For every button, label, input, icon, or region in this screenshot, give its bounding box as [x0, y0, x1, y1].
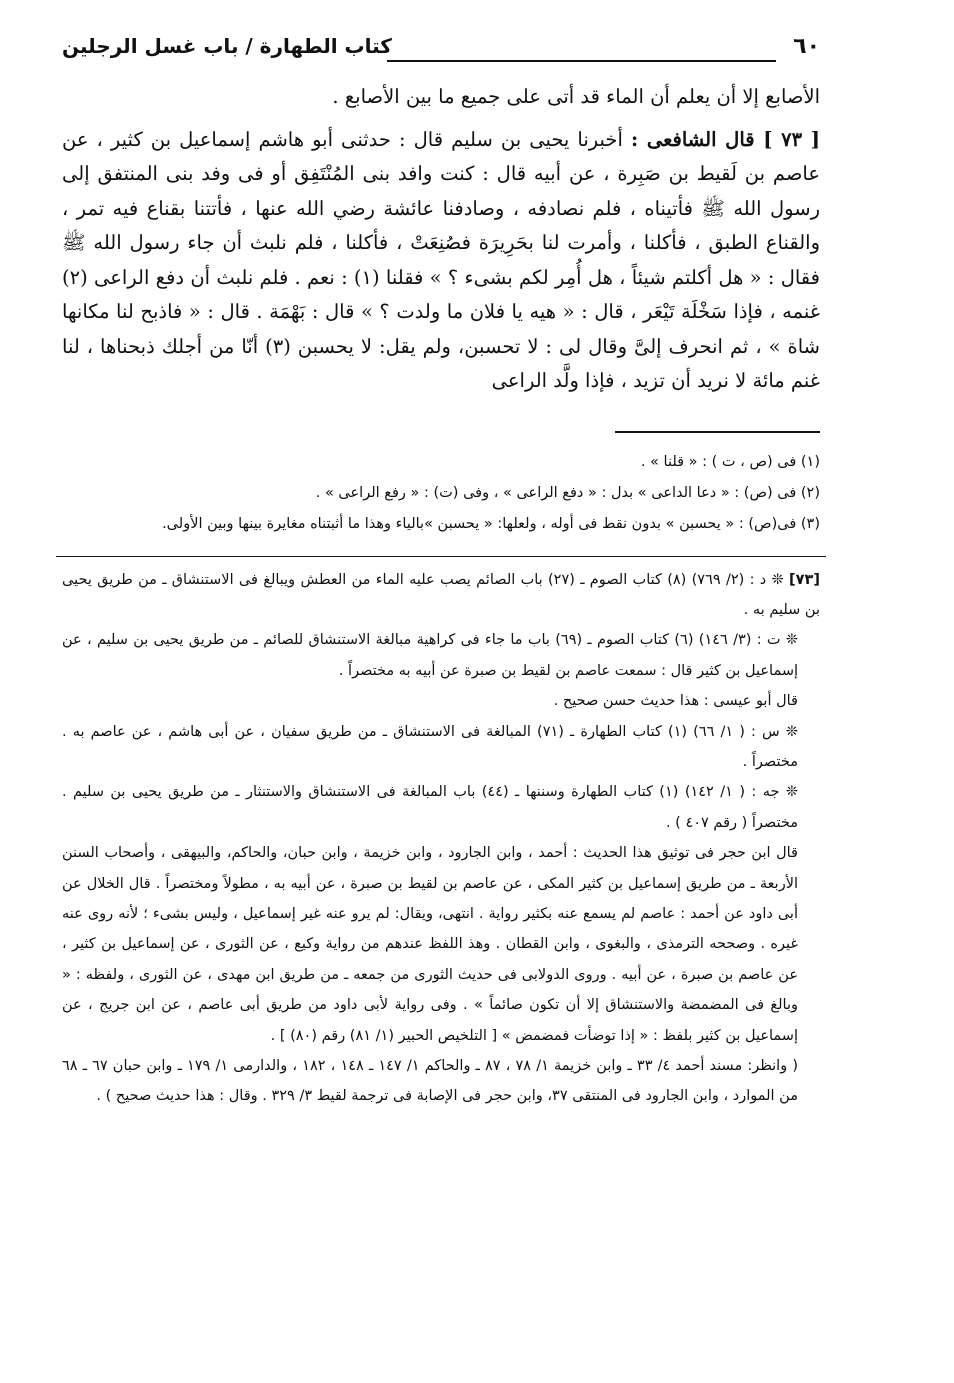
takhrij-section: [62, 565, 820, 1112]
hadith-text: أخبرنا يحيى بن سليم قال : حدثنى أبو هاشم إسماعيل بن كثير ، عن عاصم بن لَقيط بن صَبِرة ، عن أبيه قال : كنت وافد بنى المُنْتَفِق أو فى وفد بنى المنتفق إلى رسول الله ﷺ فأتيناه ، فلم نصادفه ، وصادفنا عائشة رضي الله عنها ، فأتتنا بقناع فيه تمر ، والقناع الطبق ، فأكلنا ، وأمرت لنا بحَرِيرَة فصُنِعَتْ ، فأكلنا ، فلم نلبث أن جاء رسول الله ﷺ فقال : « هل أكلتم شيئاً ، هل أُمِر لكم بشىء ؟ » فقلنا (١) : نعم . فلم نلبث أن دفع الراعى (٢) غنمه ، فإذا سَخْلَة تَيْعَر ، قال : « هيه يا فلان ما ولدت ؟ » قال : بَهْمَة . قال : « فاذبح لنا مكانها شاة » ، ثم انحرف إلىَّ وقال لى : لا تحسبن، ولم يقل: لا يحسبن (٣) أنّا من أجلك ذبحناها ، لنا غنم مائة لا نريد أن تزيد ، فإذا ولَّد الراعى: [62, 127, 820, 392]
takhrij-ref: [٧٣]: [789, 571, 821, 588]
takhrij-item: [٧٣] ❊ د : (٢/ ٧٦٩) (٨) كتاب الصوم ـ (٢٧) باب الصائم يصب عليه الماء من العطش ويبالغ فى الاستنشاق ـ من طريق يحيى بن سليم به .: [62, 571, 821, 618]
main-text: [62, 80, 820, 399]
takhrij-divider: [56, 556, 826, 557]
footnote-1: (١) فى (ص ، ت ) : « قلنا » .: [640, 453, 820, 470]
footnotes: [62, 447, 820, 540]
running-title: كتاب الطهارة / باب غسل الرجلين: [62, 34, 392, 58]
page-number: ٦٠: [793, 34, 820, 59]
continuation-paragraph: الأصابع إلا أن يعلم أن الماء قد أتى على جميع ما بين الأصابع .: [332, 85, 820, 108]
takhrij-item: ❊ س : ( ١/ ٦٦) (١) كتاب الطهارة ـ (٧١) المبالغة فى الاستنشاق ـ من طريق سفيان ، عن أبى هاشم ، عن عاصم به . مختصراً .: [62, 723, 798, 770]
page-header: [62, 30, 820, 74]
book-page: [62, 30, 820, 1112]
takhrij-item: ❊ ت : (٣/ ١٤٦) (٦) كتاب الصوم ـ (٦٩) باب ما جاء فى كراهية مبالغة الاستنشاق للصائم ـ من طريق يحيى بن سليم ، عن إسماعيل بن كثير قال : سمعت عاصم بن لقيط بن صبرة عن أبيه به مختصراً .: [62, 632, 798, 679]
header-rule: [387, 60, 776, 62]
footnote-2: (٢) فى (ص) : « دعا الداعى » بدل : « دفع الراعى » ، وفى (ت) : « رفع الراعى » .: [315, 484, 820, 501]
footnote-3: (٣) فى(ص) : « يحسبن » بدون نقط فى أوله ، ولعلها: « يحسبن »بالياء وهذا ما أثبتناه مغايرة بينها وبين الأولى.: [162, 515, 820, 532]
takhrij-item: ( وانظر: مسند أحمد ٤/ ٣٣ ـ وابن خزيمة ١/ ٧٨ ، ٨٧ ـ والحاكم ١/ ١٤٧ ـ ١٤٨ ، ١٨٢ ، والدارمى ١/ ١٧٩ ـ وابن حبان ٦٧ ـ ٦٨ من الموارد ، وابن الجارود فى المنتقى ٣٧، وابن حجر فى الإصابة فى ترجمة لقيط ٣/ ٣٢٩ . وقال : هذا حديث صحيح ) .: [62, 1058, 798, 1105]
takhrij-item: ❊ جه : ( ١/ ١٤٢) (١) كتاب الطهارة وسننها ـ (٤٤) باب المبالغة فى الاستنشاق والاستنثار ـ من طريق يحيى بن سليم . مختصراً ( رقم ٤٠٧ ) .: [62, 784, 798, 831]
hadith-paragraph: [62, 123, 820, 399]
hadith-number: [ ٧٣ ] قال الشافعى :: [630, 127, 821, 151]
footnote-divider: [615, 431, 820, 433]
takhrij-item: قال أبو عيسى : هذا حديث حسن صحيح .: [553, 693, 798, 710]
takhrij-item: قال ابن حجر فى توثيق هذا الحديث : أحمد ، وابن الجارود ، وابن خزيمة ، وابن حبان، والحاكم، والبيهقى ، وأصحاب السنن الأربعة ـ من طريق إسماعيل بن كثير المكى ، عن عاصم بن لقيط بن صبرة ، عن أبيه به ، مطولاً ومختصراً . قال الخلال عن أبى داود عن أحمد : عاصم لم يسمع عنه بكثير رواية . انتهى، ويقال: لم يرو عنه غير إسماعيل ، وليس بشىء ؛ لأنه روى عنه غيره . وصححه الترمذى ، والبغوى ، وابن القطان . وهذ اللفظ عندهم من رواية وكيع ، عن الثورى ، عن إسماعيل بن كثير ، عن عاصم بن صبرة ، عن أبيه . وروى الدولابى فى حديث الثورى من جمعه ـ من طريق ابن مهدى ، عن الثورى ، ولفظه : « وبالغ فى المضمضة والاستنشاق إلا أن تكون صائماً » . وفى رواية لأبى داود من طريق أبى عاصم ، عن ابن جريج ، عن إسماعيل بن كثير بلفظ : « إذا توضأت فمضمض » [ التلخيص الحبير (١/ ٨١) رقم (٨٠) ] .: [62, 845, 798, 1044]
